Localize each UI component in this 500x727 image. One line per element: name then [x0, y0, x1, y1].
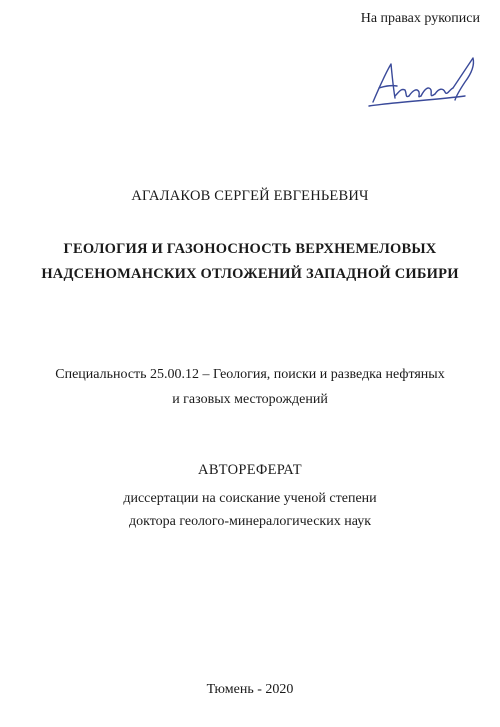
abstract-line-1: диссертации на соискание ученой степени [123, 491, 377, 506]
title-line-2: НАДСЕНОМАНСКИХ ОТЛОЖЕНИЙ ЗАПАДНОЙ СИБИРИ [41, 266, 459, 282]
abstract-line-2: доктора геолого-минералогических наук [128, 514, 372, 529]
author-name: АГАЛАКОВ СЕРГЕЙ ЕВГЕНЬЕВИЧ [131, 188, 369, 204]
abstract-description [0, 487, 500, 533]
place-and-year: Тюмень - 2020 [206, 682, 294, 697]
rights-note: На правах рукописи [360, 11, 480, 26]
specialty-line-2: и газовых месторождений [172, 392, 328, 407]
dissertation-title [0, 237, 500, 287]
abstract-heading: АВТОРЕФЕРАТ [198, 462, 302, 478]
specialty-block [0, 362, 500, 412]
handwritten-signature [365, 52, 485, 112]
specialty-line-1: Специальность 25.00.12 – Геология, поиски и разведка нефтяных [55, 367, 445, 382]
title-line-1: ГЕОЛОГИЯ И ГАЗОНОСНОСТЬ ВЕРХНЕМЕЛОВЫХ [63, 241, 437, 257]
